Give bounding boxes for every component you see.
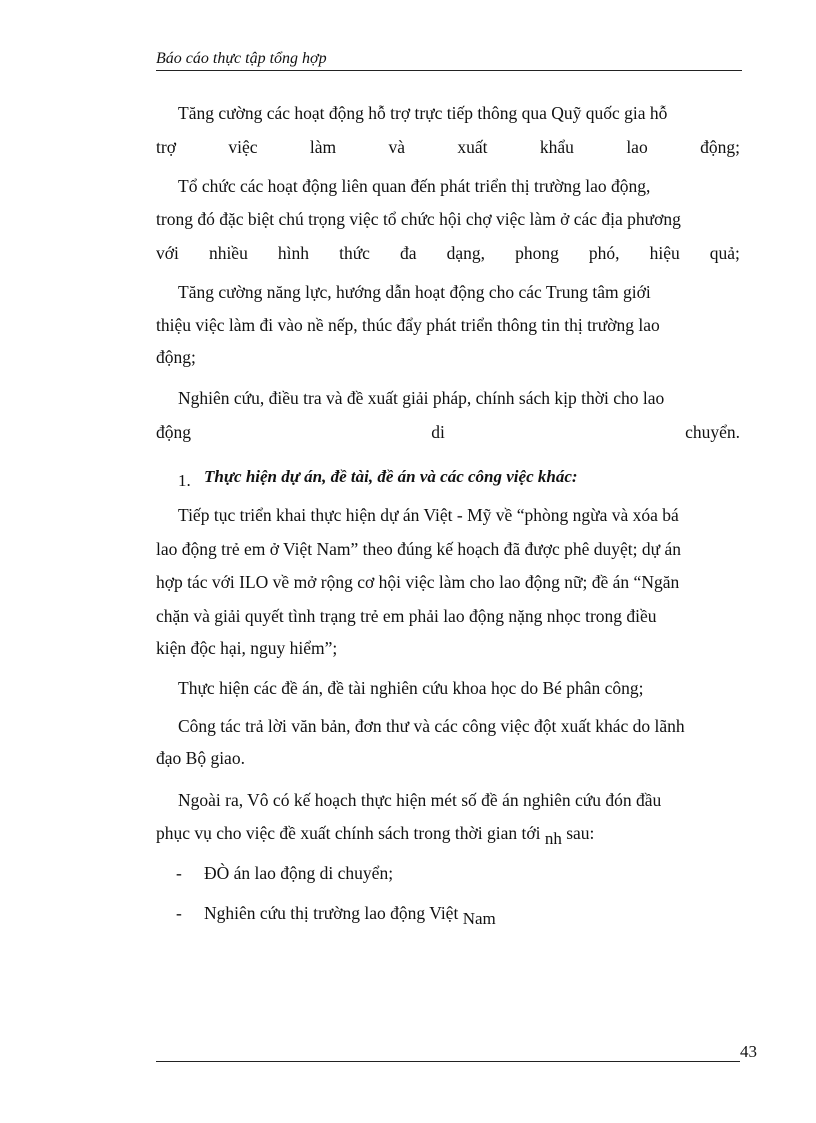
body-line: Thực hiện các đề án, đề tài nghiên cứu khoa học do Bé phân công;: [178, 678, 644, 698]
paragraph-line: Tổ chức các hoạt động liên quan đến phát triển thị trường lao động,: [178, 176, 651, 196]
header-divider: [156, 70, 742, 71]
justified-word: hiệu: [649, 243, 680, 263]
justified-word: khẩu: [539, 137, 574, 157]
body-line-fragment: nh: [544, 829, 562, 848]
body-line: Tiếp tục triển khai thực hiện dự án Việt - Mỹ về “phòng ngừa và xóa bá: [178, 505, 679, 525]
list-item: [176, 903, 496, 928]
section-heading: [178, 466, 578, 488]
justified-word: với: [156, 243, 179, 263]
body-line: [156, 823, 595, 848]
footer-divider: [156, 1061, 740, 1062]
paragraph-line: Tăng cường các hoạt động hỗ trợ trực tiếp thông qua Quỹ quốc gia hỗ: [178, 103, 668, 123]
list-item-fragment: Nam: [462, 909, 496, 928]
body-line: Ngoài ra, Vô có kế hoạch thực hiện mét số đề án nghiên cứu đón đầu: [178, 790, 662, 810]
justified-word: và: [388, 137, 406, 157]
justified-word: nhiều: [208, 243, 248, 263]
page-header-title: Báo cáo thực tập tổng hợp: [156, 50, 327, 67]
justified-word: quả;: [709, 243, 740, 263]
justified-word: động: [156, 422, 191, 442]
justified-word: việc: [228, 137, 258, 157]
body-line: lao động trẻ em ở Việt Nam” theo đúng kế hoạch đã được phê duyệt; dự án: [156, 539, 681, 559]
justified-word: động;: [700, 137, 740, 157]
body-line: Công tác trả lời văn bản, đơn thư và các công việc đột xuất khác do lãnh: [178, 716, 685, 736]
list-dash: -: [176, 863, 182, 883]
body-line-text: sau:: [566, 823, 595, 843]
justified-word: thức: [339, 243, 370, 263]
justified-word: phó,: [588, 243, 620, 263]
body-line: kiện độc hại, nguy hiểm”;: [156, 638, 338, 658]
paragraph-line: Nghiên cứu, điều tra và đề xuất giải pháp, chính sách kịp thời cho lao: [178, 388, 665, 408]
list-dash: -: [176, 903, 182, 923]
paragraph-justified-line: [156, 422, 740, 442]
justified-word: chuyển.: [685, 422, 740, 442]
justified-word: lao: [626, 137, 648, 157]
body-line-text: phục vụ cho việc đề xuất chính sách trong thời gian tới: [156, 823, 541, 843]
section-title: Thực hiện dự án, đề tài, đề án và các công việc khác:: [204, 467, 578, 486]
page-number: 43: [740, 1042, 757, 1061]
justified-word: dạng,: [446, 243, 486, 263]
body-line: đạo Bộ giao.: [156, 748, 245, 768]
justified-word: phong: [515, 243, 559, 263]
list-item-text: Nghiên cứu thị trường lao động Việt: [204, 903, 459, 923]
body-line: chặn và giải quyết tình trạng trẻ em phải lao động nặng nhọc trong điều: [156, 606, 657, 626]
body-line: hợp tác với ILO về mở rộng cơ hội việc làm cho lao động nữ; đề án “Ngăn: [156, 572, 680, 592]
justified-word: di: [431, 422, 445, 442]
paragraph-line: Tăng cường năng lực, hướng dẫn hoạt động cho các Trung tâm giới: [178, 282, 651, 302]
justified-word: hình: [277, 243, 310, 263]
paragraph-line: trong đó đặc biệt chú trọng việc tổ chức hội chợ việc làm ở các địa phương: [156, 209, 681, 229]
paragraph-line: động;: [156, 347, 196, 367]
justified-word: trợ: [156, 137, 176, 157]
paragraph-justified-line: [156, 137, 740, 157]
paragraph-line: thiệu việc làm đi vào nề nếp, thúc đẩy phát triển thông tin thị trường lao: [156, 315, 660, 335]
justified-word: xuất: [457, 137, 488, 157]
list-item-text: ĐÒ án lao động di chuyển;: [204, 863, 394, 883]
justified-word: làm: [309, 137, 337, 157]
list-item: [176, 863, 393, 883]
justified-word: đa: [400, 243, 417, 263]
section-number: 1.: [178, 471, 191, 490]
paragraph-justified-line: [156, 243, 740, 263]
